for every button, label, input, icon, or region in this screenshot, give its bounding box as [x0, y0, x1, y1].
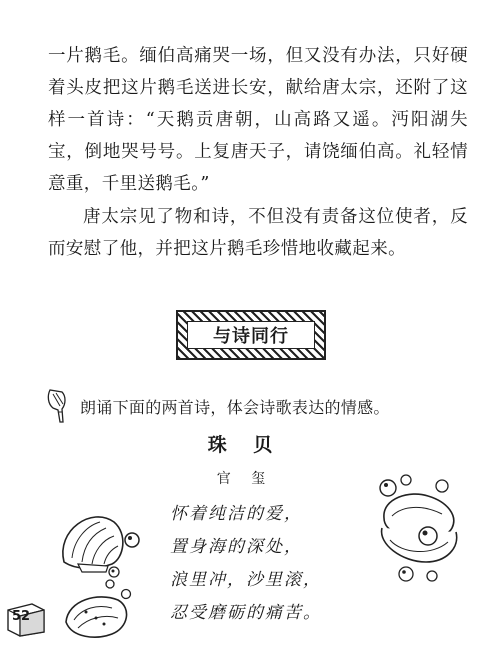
instruction-text: 朗诵下面的两首诗，体会诗歌表达的情感。	[80, 397, 390, 417]
story-text	[48, 40, 468, 265]
pearl-icon	[109, 567, 119, 577]
conch-shell-icon	[66, 597, 127, 637]
bubble-icon	[380, 480, 396, 496]
pen-icon	[44, 388, 70, 424]
poem-line: 怀着纯洁的爱，	[170, 504, 303, 524]
bubble-icon	[427, 571, 437, 581]
pearl-icon	[125, 533, 139, 547]
page-number: 52	[12, 609, 31, 624]
page-number-badge	[4, 598, 48, 638]
story-paragraph-1: 一片鹅毛。缅伯高痛哭一场，但又没有办法，只好硬着头皮把这片鹅毛送进长安，献给唐太宗，还附了这样一首诗：“天鹅贡唐朝，山高路又遥。沔阳湖失宝，倒地哭号号。上复唐天子，请饶缅伯高。礼轻情意重，千里送鹅毛。”	[48, 46, 468, 194]
section-title: 与诗同行	[213, 326, 289, 347]
section-banner	[176, 310, 326, 360]
pearl-icon	[419, 527, 437, 545]
scallop-shell-icon	[63, 517, 123, 572]
poem-title: 珠 贝	[207, 434, 283, 456]
pearl-icon	[106, 580, 114, 588]
poem-body	[170, 498, 322, 630]
clam-right-illustration	[372, 470, 472, 590]
story-paragraph-2: 唐太宗见了物和诗，不但没有责备这位使者，反而安慰了他，并把这片鹅毛珍惜地收藏起来。	[48, 207, 468, 259]
poem-line: 置身海的深处，	[170, 537, 303, 557]
instruction	[44, 388, 390, 424]
section-banner-inner	[187, 321, 315, 349]
clam-shell-icon	[382, 494, 457, 562]
poem-line: 浪里冲，沙里滚，	[170, 570, 322, 590]
bubble-icon	[401, 475, 411, 485]
poem-author: 官 玺	[216, 471, 274, 487]
pearl-icon	[122, 590, 131, 599]
poem-line: 忍受磨砺的痛苦。	[170, 603, 322, 623]
bubble-icon	[399, 567, 413, 581]
shells-left-illustration	[52, 500, 162, 650]
bubble-icon	[436, 480, 448, 492]
